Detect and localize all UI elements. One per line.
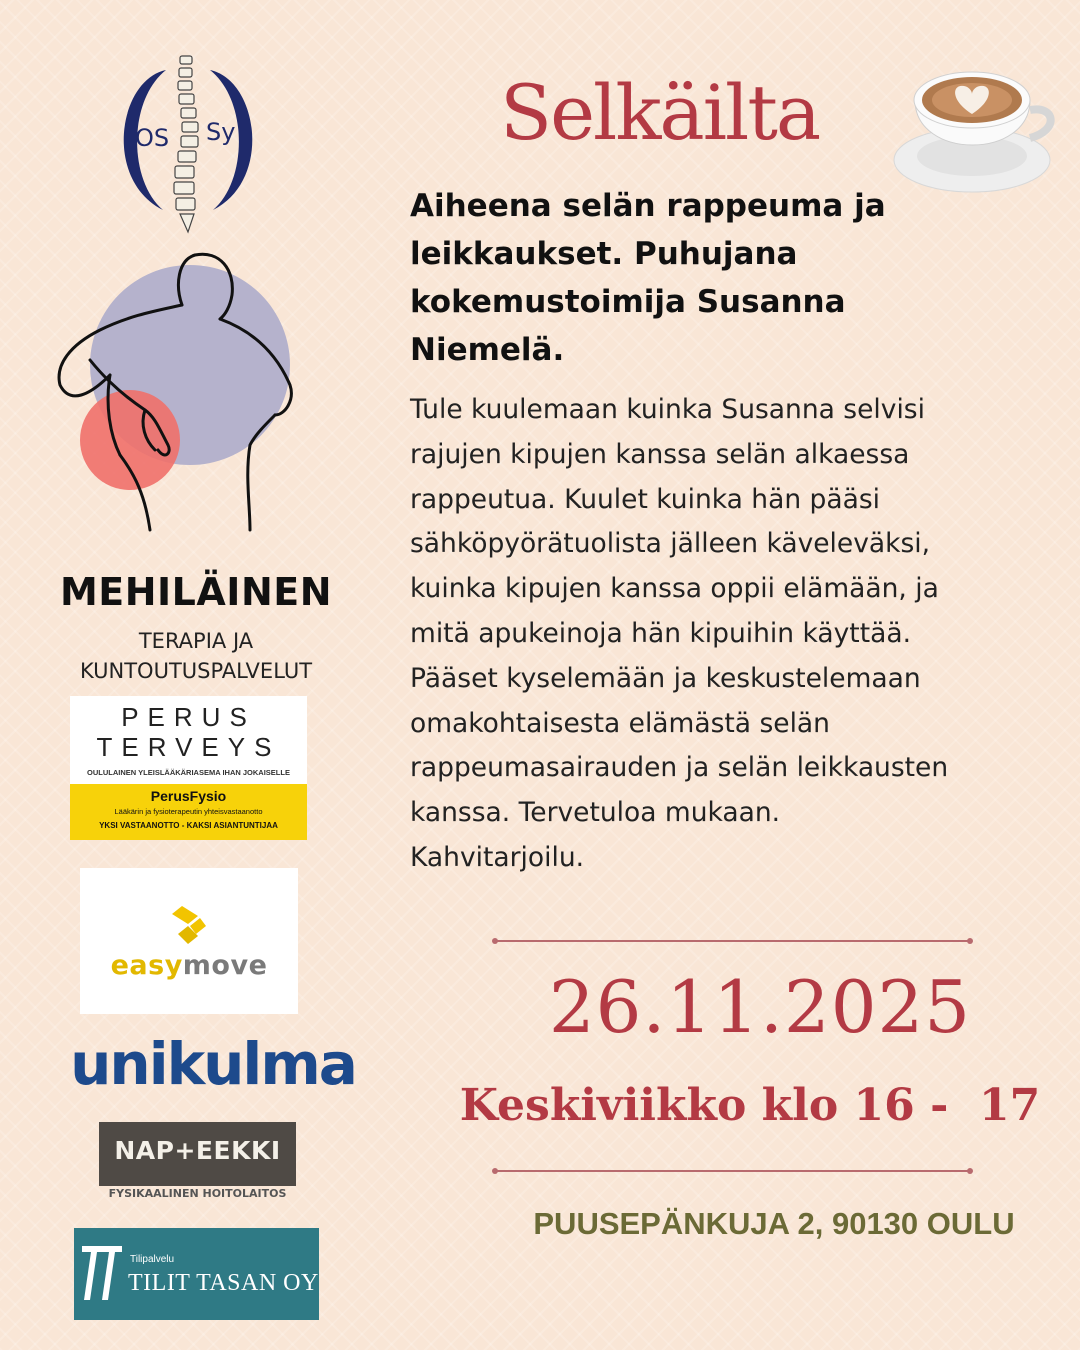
description-line: Pääset kyselemään ja keskustelemaan	[410, 662, 921, 694]
divider-bottom	[495, 1170, 970, 1172]
ossy-left-text: OS	[135, 124, 170, 152]
easymove-symbol-icon	[168, 904, 210, 946]
event-address: PUUSEPÄNKUJA 2, 90130 OULU	[533, 1206, 1015, 1241]
tilit-logo-icon	[82, 1242, 122, 1304]
perusfysio-slogan: YKSI VASTAANOTTO - KAKSI ASIANTUNTIJAA	[99, 821, 278, 830]
napteekki-name: NAP+EEKKI	[114, 1136, 281, 1165]
ossy-right-text: Sy	[206, 118, 236, 146]
description-line: Tule kuulemaan kuinka Susanna selvisi	[410, 394, 925, 425]
description-line: rappeumasairauden ja selän leikkausten	[410, 752, 949, 784]
tilit-tasan-logo	[74, 1228, 319, 1320]
divider-top	[495, 940, 970, 942]
easymove-wordmark	[80, 950, 298, 981]
description-line: Kahvitarjoilu.	[410, 841, 585, 873]
napteekki-logo	[99, 1122, 296, 1186]
mehilainen-subtitle	[40, 626, 352, 686]
description-line: rappeutua. Kuulet kuinka hän pääsi	[410, 483, 881, 515]
perus-tagline: OULULAINEN YLEISLÄÄKÄRIASEMA IHAN JOKAISELLE	[87, 768, 290, 777]
event-time: Keskiviikko klo 16 - 17	[459, 1080, 1041, 1131]
description-line: omakohtaisesta elämästä selän	[410, 707, 830, 739]
easymove-part2: move	[182, 950, 268, 981]
event-description	[410, 388, 1030, 881]
perus-line1: PERUS	[121, 702, 256, 732]
perusterveys-top	[70, 696, 307, 784]
tilit-name: TILIT TASAN OY	[128, 1270, 319, 1296]
easymove-logo	[80, 868, 298, 1014]
unikulma-logo: unikulma	[70, 1030, 356, 1098]
event-title: Selkäilta	[500, 68, 820, 157]
description-line: sähköpyörätuolista jälleen käveleväksi,	[410, 528, 931, 560]
description-line: kanssa. Tervetuloa mukaan.	[410, 797, 781, 829]
perus-line2: TERVEYS	[96, 732, 281, 762]
description-line: kuinka kipujen kanssa oppii elämään, ja	[410, 573, 939, 605]
event-headline: Aiheena selän rappeuma ja leikkaukset. Puhujana kokemustoimija Susanna Niemelä.	[410, 188, 886, 368]
perusterveys-logo	[70, 696, 307, 840]
mehilainen-subtitle-line2: KUNTOUTUSPALVELUT	[79, 659, 313, 683]
easymove-part1: easy	[110, 950, 183, 981]
mehilainen-title: MEHILÄINEN	[59, 570, 333, 614]
event-date: 26.11.2025	[548, 965, 972, 1049]
ossy-logo	[108, 50, 268, 235]
back-pain-illustration-icon	[50, 245, 310, 535]
mehilainen-subtitle-line1: TERAPIA JA	[138, 629, 254, 653]
napteekki-subtitle: FYSIKAALINEN HOITOLAITOS	[108, 1187, 287, 1200]
perusfysio-sub: Lääkärin ja fysioterapeutin yhteisvastaanotto	[114, 807, 263, 816]
back-pain-illustration	[50, 245, 310, 535]
coffee-cup-icon	[890, 60, 1060, 200]
perusfysio-title: PerusFysio	[150, 788, 227, 804]
coffee-cup	[890, 60, 1060, 200]
tilit-small-label: Tilipalvelu	[130, 1254, 175, 1265]
spine-logo-icon	[108, 50, 268, 235]
description-line: mitä apukeinoja hän kipuihin käyttää.	[410, 617, 911, 649]
perusfysio-band	[70, 784, 307, 840]
description-line: rajujen kipujen kanssa selän alkaessa	[410, 438, 910, 470]
